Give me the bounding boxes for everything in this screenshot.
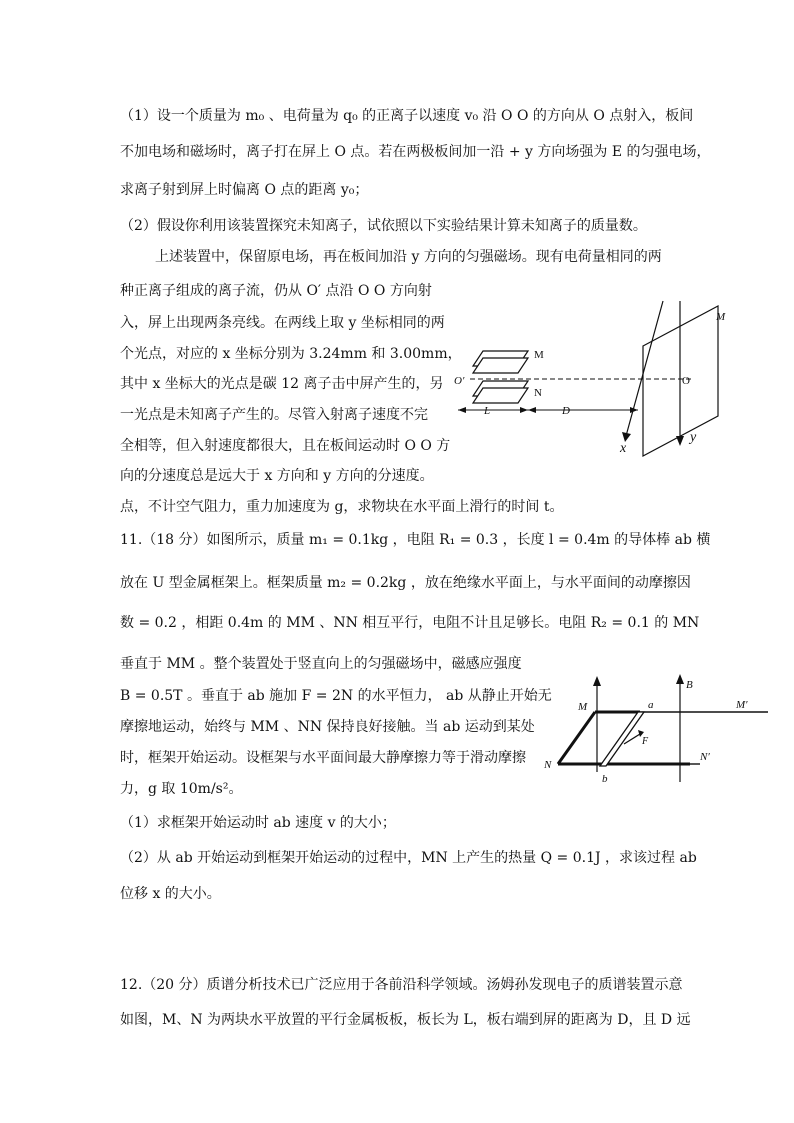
label-d: D	[562, 405, 570, 417]
text-line: 入，屏上出现两条亮线。在两线上取 y 坐标相同的两	[120, 315, 445, 331]
plate-m-bottom	[473, 358, 528, 373]
text-line: 向的分速度总是远大于 x 方向和 y 方向的分速度。	[120, 468, 434, 484]
text-line: 12.（20 分）质谱分析技术已广泛应用于各前沿科学领域。汤姆孙发现电子的质谱装置示意	[120, 977, 683, 993]
label-f: F	[642, 736, 649, 747]
label-m-prime: M′	[736, 699, 748, 711]
text-line: 位移 x 的大小。	[120, 886, 221, 902]
label-m: M	[578, 701, 588, 713]
text-line: 求离子射到屏上时偏离 O 点的距离 y₀；	[120, 182, 369, 198]
label-b-point: b	[602, 773, 608, 785]
text-line: 垂直于 MM 。整个装置处于竖直向上的匀强磁场中，磁感应强度	[120, 656, 522, 672]
plate-n-bottom	[473, 388, 528, 403]
text-line: 11.（18 分）如图所示，质量 m₁ = 0.1kg ，电阻 R₁ = 0.3 ，长度 l = 0.4m 的导体棒 ab 横	[120, 532, 711, 548]
text-line: 个光点，对应的 x 坐标分别为 3.24mm 和 3.00mm，	[120, 346, 462, 362]
text-line: 上述装置中，保留原电场，再在板间加沿 y 方向的匀强磁场。现有电荷量相同的两	[155, 249, 662, 265]
frame-mn	[558, 712, 595, 764]
text-line: 如图，M、N 为两块水平放置的平行金属板板，板长为 L，板右端到屏的距离为 D，且 D 远	[120, 1012, 691, 1028]
label-m2: M	[716, 311, 726, 323]
text-line: （2）从 ab 开始运动到框架开始运动的过程中，MN 上产生的热量 Q = 0.1J ，求该过程 ab	[120, 850, 697, 866]
text-line: 其中 x 坐标大的光点是碳 12 离子击中屏产生的，另	[120, 376, 444, 392]
label-m: M	[534, 349, 544, 361]
text-line: 一光点是未知离子产生的。尽管入射离子速度不完	[120, 407, 428, 423]
mass-spectrometer-figure	[448, 296, 748, 461]
label-n: N	[534, 387, 542, 399]
x-axis	[626, 301, 663, 436]
label-o: O	[682, 375, 690, 387]
text-line: 放在 U 型金属框架上。框架质量 m₂ = 0.2kg ，放在绝缘水平面上，与水平面间的动摩擦因	[120, 575, 691, 591]
label-b: B	[686, 679, 693, 691]
text-line: 时，框架开始运动。设框架与水平面间最大静摩擦力等于滑动摩擦	[120, 750, 526, 766]
label-a: a	[648, 699, 654, 711]
u-frame-figure	[540, 672, 780, 792]
label-o-prime: O′	[454, 375, 465, 387]
text-line: （1）求框架开始运动时 ab 速度 v 的大小；	[120, 815, 396, 831]
text-line: 数 = 0.2 ，相距 0.4m 的 MM 、NN 相互平行，电阻不计且足够长。电阻 R₂ = 0.1 的 MN	[120, 615, 700, 631]
label-n: N	[544, 759, 552, 771]
text-line: B = 0.5T 。垂直于 ab 施加 F = 2N 的水平恒力， ab 从静止开始无	[120, 688, 552, 704]
text-line: 不加电场和磁场时，离子打在屏上 O 点。若在两极板间加一沿 + y 方向场强为 E 的匀强电场，	[120, 144, 711, 160]
conductor-ab	[600, 712, 644, 766]
text-line: 全相等，但入射速度都很大，且在板间运动时 O O 方	[120, 438, 451, 454]
text-line: 种正离子组成的离子流，仍从 O′ 点沿 O O 方向射	[120, 283, 432, 299]
label-l: L	[484, 405, 491, 417]
text-line: 摩擦地运动，始终与 MM 、NN 保持良好接触。当 ab 运动到某处	[120, 719, 535, 735]
text-line: （1）设一个质量为 m₀ 、电荷量为 q₀ 的正离子以速度 v₀ 沿 O O 的方向从 O 点射入，板间	[120, 108, 694, 124]
label-n-prime: N′	[700, 751, 710, 763]
label-y: y	[690, 430, 697, 445]
text-line: 点，不计空气阻力，重力加速度为 g，求物块在水平面上滑行的时间 t。	[120, 499, 564, 515]
label-x: x	[620, 441, 627, 456]
text-line: 力，g 取 10m/s²。	[120, 781, 243, 797]
text-line: （2）假设你利用该装置探究未知离子，试依照以下实验结果计算未知离子的质量数。	[120, 218, 647, 234]
